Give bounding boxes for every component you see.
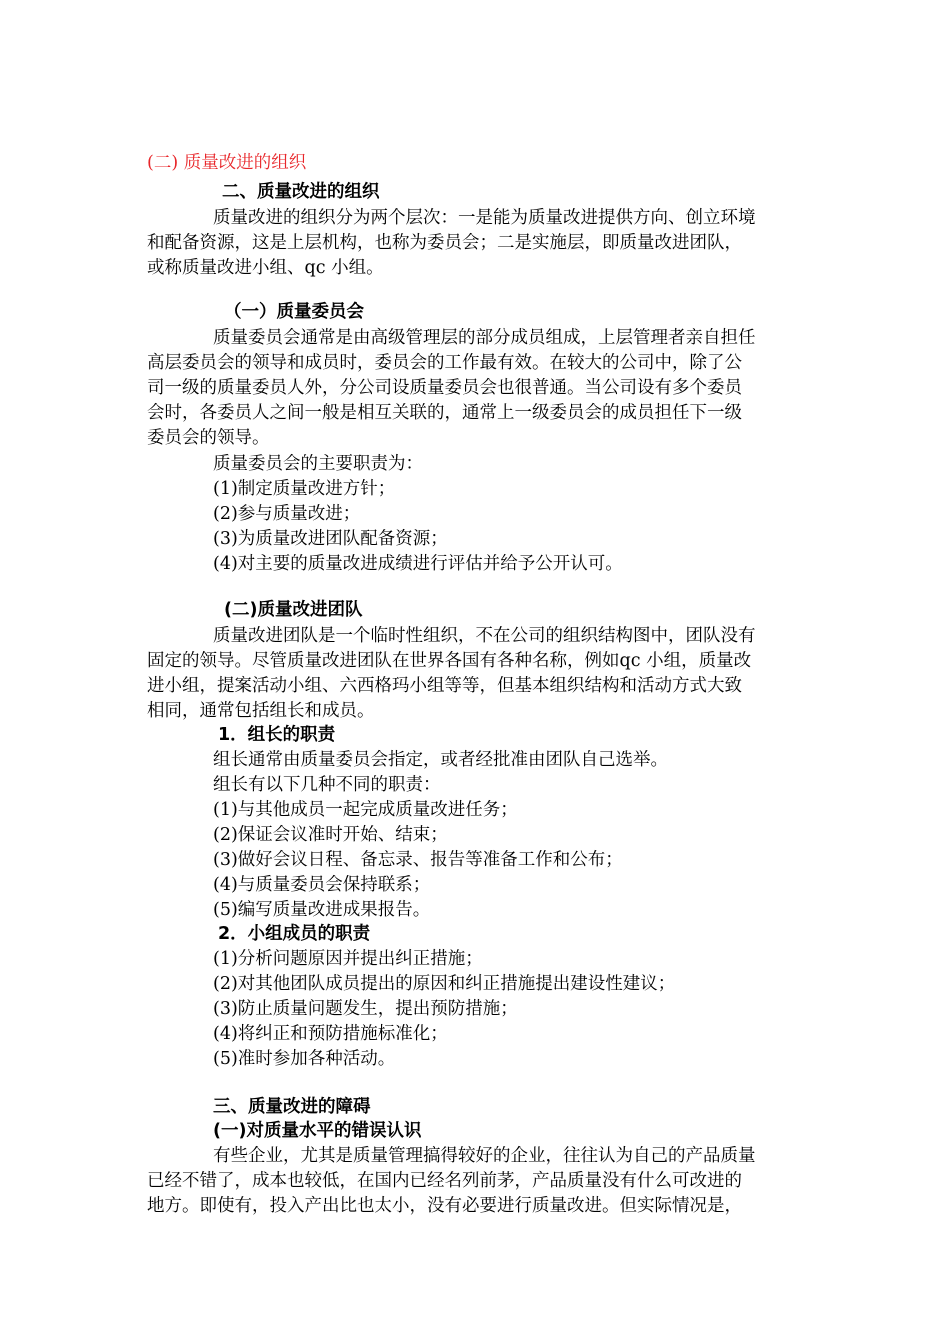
list-item: (4)将纠正和预防措施标准化； [213, 1024, 448, 1044]
paragraph-line: 已经不错了，成本也较低，在国内已经名列前茅，产品质量没有什么可改进的 [147, 1171, 742, 1191]
heading-main: 二、质量改进的组织 [222, 182, 380, 202]
list-item: (5)编写质量改进成果报告。 [213, 900, 431, 920]
paragraph-line: 进小组，提案活动小组、六西格玛小组等等，但基本组织结构和活动方式大致 [147, 676, 742, 696]
list-item: (3)防止质量问题发生，提出预防措施； [213, 999, 518, 1019]
heading-obstacles: 三、质量改进的障碍 [213, 1097, 371, 1117]
list-item: (5)准时参加各种活动。 [213, 1049, 396, 1069]
paragraph-line: 质量委员会通常是由高级管理层的部分成员组成，上层管理者亲自担任 [213, 328, 756, 348]
paragraph-line: 质量改进的组织分为两个层次：一是能为质量改进提供方向、创立环境 [213, 208, 756, 228]
paragraph-line: 或称质量改进小组、qc 小组。 [147, 258, 384, 278]
paragraph-line: 高层委员会的领导和成员时，委员会的工作最有效。在较大的公司中，除了公 [147, 353, 742, 373]
list-item: (4)与质量委员会保持联系； [213, 875, 431, 895]
list-item: (1)制定质量改进方针； [213, 479, 396, 499]
committee-duties-intro: 质量委员会的主要职责为： [213, 454, 423, 474]
list-item: (2)参与质量改进； [213, 504, 361, 524]
paragraph-line: 委员会的领导。 [147, 428, 270, 448]
paragraph-line: 固定的领导。尽管质量改进团队在世界各国有各种名称，例如qc 小组，质量改 [147, 651, 752, 671]
heading-leader-duties: 1．组长的职责 [218, 725, 336, 745]
paragraph-line: 地方。即使有，投入产出比也太小，没有必要进行质量改进。但实际情况是， [147, 1196, 742, 1216]
heading-committee: （一）质量委员会 [224, 302, 364, 322]
section-label: (二) 质量改进的组织 [147, 153, 307, 173]
paragraph-line: 会时，各委员人之间一般是相互关联的，通常上一级委员会的成员担任下一级 [147, 403, 742, 423]
paragraph-line: 相同，通常包括组长和成员。 [147, 701, 375, 721]
paragraph-line: 有些企业，尤其是质量管理搞得较好的企业，往往认为自己的产品质量 [213, 1146, 756, 1166]
paragraph-line: 和配备资源，这是上层机构，也称为委员会；二是实施层，即质量改进团队， [147, 233, 742, 253]
list-item: (3)为质量改进团队配备资源； [213, 529, 448, 549]
paragraph-line: 司一级的质量委员人外，分公司设质量委员会也很普通。当公司设有多个委员 [147, 378, 742, 398]
list-item: (4)对主要的质量改进成绩进行评估并给予公开认可。 [213, 554, 623, 574]
paragraph-line: 质量改进团队是一个临时性组织，不在公司的组织结构图中，团队没有 [213, 626, 756, 646]
list-item: (1)与其他成员一起完成质量改进任务； [213, 800, 518, 820]
leader-paragraph: 组长有以下几种不同的职责： [213, 775, 441, 795]
heading-member-duties: 2．小组成员的职责 [218, 924, 371, 944]
leader-paragraph: 组长通常由质量委员会指定，或者经批准由团队自己选举。 [213, 750, 668, 770]
heading-team: (二)质量改进团队 [224, 600, 363, 620]
heading-obstacle-1: (一)对质量水平的错误认识 [213, 1121, 422, 1141]
list-item: (3)做好会议日程、备忘录、报告等准备工作和公布； [213, 850, 623, 870]
list-item: (2)保证会议准时开始、结束； [213, 825, 448, 845]
list-item: (1)分析问题原因并提出纠正措施； [213, 949, 483, 969]
list-item: (2)对其他团队成员提出的原因和纠正措施提出建设性建议； [213, 974, 676, 994]
